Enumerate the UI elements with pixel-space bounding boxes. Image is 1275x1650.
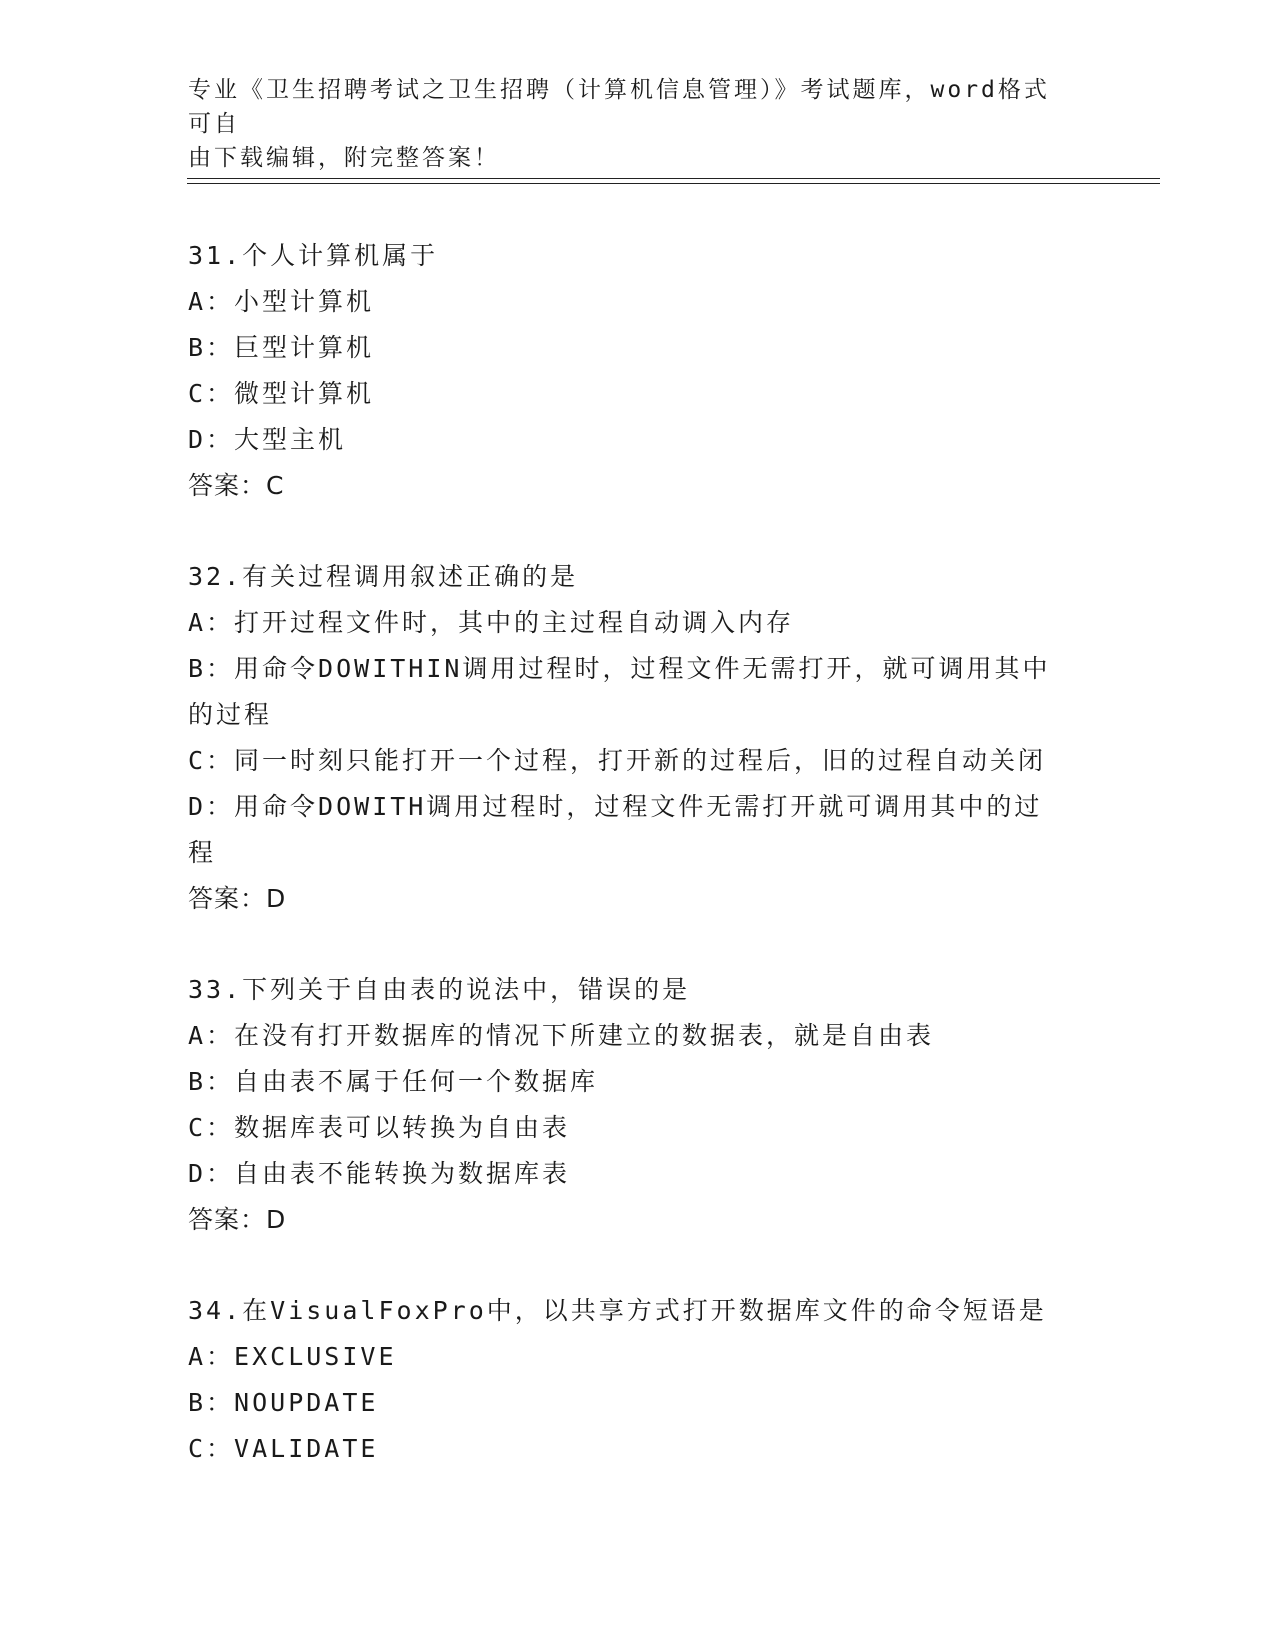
answer-line: 答案：D [188,884,287,913]
option-text: C：同一时刻只能打开一个过程，打开新的过程后，旧的过程自动关闭 [188,746,1047,775]
question-block [188,233,1088,509]
option-text-continued: 程 [188,838,217,867]
question-stem: 31.个人计算机属于 [188,241,439,270]
question-stem: 34.在VisualFoxPro中，以共享方式打开数据库文件的命令短语是 [188,1296,1047,1325]
question-list [188,233,1088,1517]
option-text: D：自由表不能转换为数据库表 [188,1159,571,1188]
question-stem: 32.有关过程调用叙述正确的是 [188,562,579,591]
option-text: B：NOUPDATE [188,1388,379,1417]
option-text: A：在没有打开数据库的情况下所建立的数据表，就是自由表 [188,1021,935,1050]
option-text-continued: 的过程 [188,700,273,729]
option-text: D：大型主机 [188,425,347,454]
question-stem: 33.下列关于自由表的说法中，错误的是 [188,975,691,1004]
option-text: D：用命令DOWITH调用过程时，过程文件无需打开就可调用其中的过 [188,792,1043,821]
question-block [188,1288,1088,1472]
question-block [188,554,1088,922]
option-text: C：微型计算机 [188,379,375,408]
question-block [188,967,1088,1243]
option-text: A：小型计算机 [188,287,375,316]
option-text: C：数据库表可以转换为自由表 [188,1113,571,1142]
option-text: B：巨型计算机 [188,333,375,362]
option-text: B：用命令DOWITHIN调用过程时，过程文件无需打开，就可调用其中 [188,654,1051,683]
header-divider-bottom [187,183,1160,184]
header-divider-top [187,178,1160,179]
header-line-2: 由下载编辑，附完整答案！ [188,145,500,171]
option-text: C：VALIDATE [188,1434,379,1463]
option-text: A：EXCLUSIVE [188,1342,397,1371]
answer-line: 答案：D [188,1205,287,1234]
answer-line: 答案：C [188,471,285,500]
header-line-1: 专业《卫生招聘考试之卫生招聘（计算机信息管理）》考试题库，word格式可自 [188,77,1050,137]
document-header [188,73,1068,175]
option-text: B：自由表不属于任何一个数据库 [188,1067,599,1096]
option-text: A：打开过程文件时，其中的主过程自动调入内存 [188,608,795,637]
